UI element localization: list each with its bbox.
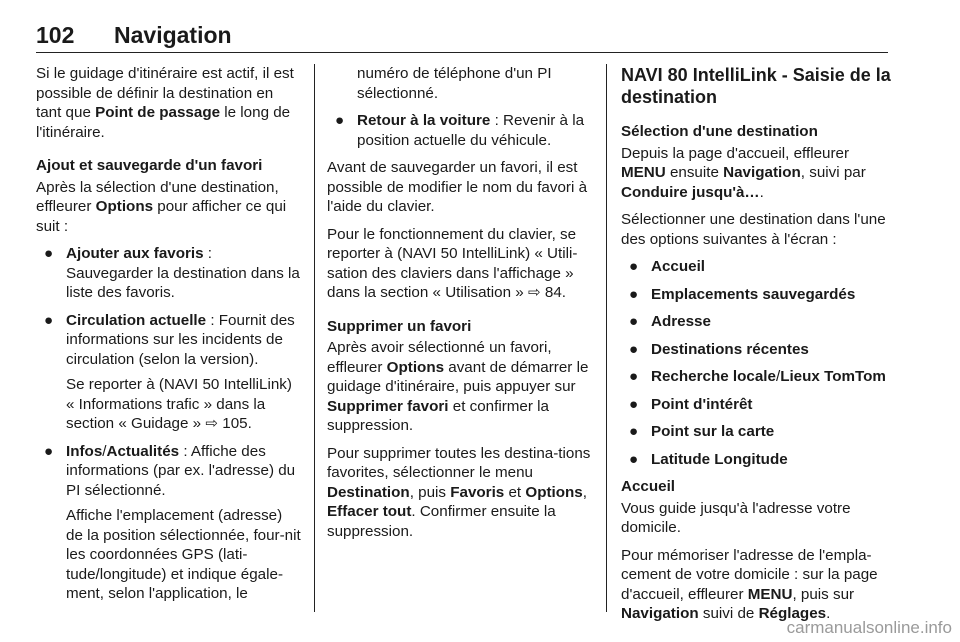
paragraph: Depuis la page d'accueil, effleurer MENU ensuite Navigation, suivi par Conduire jusqu'à…. <box>621 144 866 201</box>
section-heading: NAVI 80 IntelliLink - Saisie de la destination <box>621 65 891 107</box>
list-item: ● Destinations récentes <box>629 340 809 358</box>
column-3 <box>621 64 891 632</box>
paragraph: Après avoir sélectionné un favori, effleurer Options avant de démarrer le guidage d'itinéraire, puis appuyer sur Supprimer favori et confirmer la suppression. <box>327 339 589 434</box>
page-number: 102 <box>36 22 75 48</box>
column-2 <box>327 64 593 549</box>
subheading-select-destination: Sélection d'une destination <box>621 123 818 140</box>
list-item: ● Point d'intérêt <box>629 395 753 413</box>
bullet-dot: ● <box>44 245 54 262</box>
list-item: ● Accueil <box>629 258 706 275</box>
bullet-dot: ● <box>629 450 639 468</box>
watermark: carmanualsonline.info <box>786 618 952 637</box>
paragraph: Pour mémoriser l'adresse de l'empla-cement de votre domicile : sur la page d'accueil, effleurer MENU, puis sur Navigation suivi de Réglages. <box>621 546 878 622</box>
page-reference-arrow-icon: ⇨ <box>205 415 219 432</box>
list-item: ● Retour à la voiture : Revenir à la position actuelle du véhicule. <box>335 112 585 149</box>
column-divider <box>314 64 315 612</box>
list-item: ● Infos/Actualités : Affiche des informations (par ex. l'adresse) du PI sélectionné. Affiche l'emplacement (adresse) de la position sélectionnée, four-nit les coordonnées GPS (lati-tude/longitude) et indique égale-ment, selon l'application, le <box>44 442 301 602</box>
section-title: Navigation <box>114 22 232 48</box>
paragraph: Pour supprimer toutes les destina-tions favorites, sélectionner le menu Destination, puis Favoris et Options, Effacer tout. Confirmer ensuite la suppression. <box>327 444 591 540</box>
list-item-continuation: numéro de téléphone d'un PI sélectionné. <box>357 65 552 102</box>
bullet-dot: ● <box>629 368 639 385</box>
subheading-home: Accueil <box>621 478 676 495</box>
bullet-dot: ● <box>44 442 54 460</box>
paragraph: Vous guide jusqu'à l'adresse votre domicile. <box>621 499 851 536</box>
list-item: ● Recherche locale/Lieux TomTom <box>629 368 886 385</box>
bullet-dot: ● <box>629 340 639 358</box>
bullet-dot: ● <box>44 311 54 329</box>
page-reference-arrow-icon: ⇨ <box>527 284 541 301</box>
subheading-delete-favorite: Supprimer un favori <box>327 317 472 335</box>
paragraph: Si le guidage d'itinéraire est actif, il est possible de définir la destination en tant que Point de passage le long de l'itinéraire. <box>36 65 294 141</box>
bullet-dot: ● <box>335 112 345 129</box>
bullet-dot: ● <box>629 313 639 330</box>
column-divider <box>606 64 607 612</box>
paragraph: Après la sélection d'une destination, effleurer Options pour afficher ce qui suit : <box>36 178 287 235</box>
column-1 <box>36 64 302 612</box>
list-item: ● Latitude Longitude <box>629 450 788 468</box>
bullet-dot: ● <box>629 423 639 440</box>
list-item: ● Emplacements sauvegardés <box>629 285 856 303</box>
paragraph: Sélectionner une destination dans l'une des options suivantes à l'écran : <box>621 211 886 248</box>
paragraph: Pour le fonctionnement du clavier, se reporter à (NAVI 50 IntelliLink) « Utili-sation des claviers dans l'affichage » dans la section « Utilisation » ⇨ 84. <box>327 225 578 301</box>
paragraph: Avant de sauvegarder un favori, il est possible de modifier le nom du favori à l'aide du clavier. <box>327 159 588 215</box>
list-item: ● Circulation actuelle : Fournit des informations sur les incidents de circulation (selon la version). Se reporter à (NAVI 50 IntelliLink) « Informations trafic » dans la section « Guidage » ⇨ 105. <box>36 311 302 434</box>
list-item: ● Point sur la carte <box>629 423 775 440</box>
page-header <box>36 22 888 53</box>
list-item: ● Adresse <box>629 313 711 330</box>
list-item-continuation: Affiche l'emplacement (adresse) de la position sélectionnée, four-nit les coordonnées GPS (lati-tude/longitude) et indique égale-ment, selon l'application, le <box>66 507 301 602</box>
subheading-add-favorite: Ajout et sauvegarde d'un favori <box>36 157 263 174</box>
bullet-dot: ● <box>629 395 639 413</box>
bullet-dot: ● <box>629 258 639 275</box>
bullet-dot: ● <box>629 285 639 303</box>
list-item-continuation: Se reporter à (NAVI 50 IntelliLink) « Informations trafic » dans la section « Guidage » ⇨ 105. <box>66 376 292 432</box>
list-item: ● Ajouter aux favoris : Sauvegarder la destination dans la liste des favoris. <box>44 245 300 301</box>
